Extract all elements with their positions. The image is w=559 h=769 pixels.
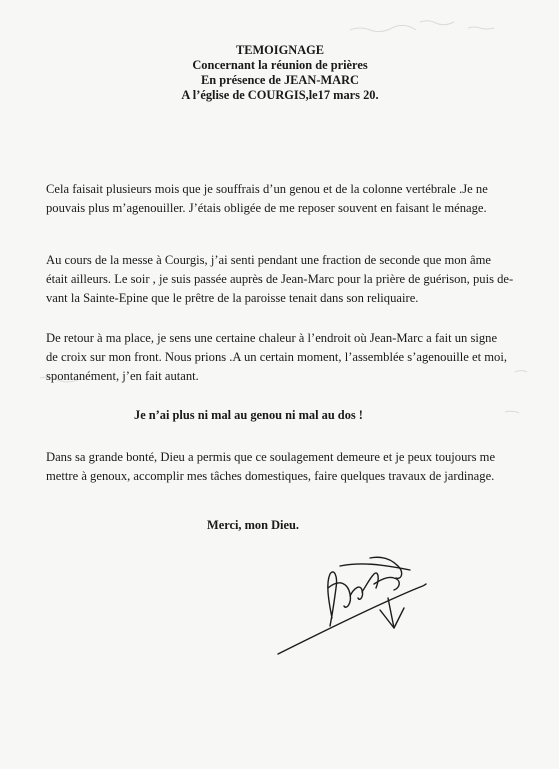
handwritten-signature [270, 548, 430, 658]
document-subtitle: Concernant la réunion de prières [192, 58, 368, 72]
paragraph-line: Cela faisait plusieurs mois que je souffrais d’un genou et de la colonne vertébrale .Je ne [46, 182, 488, 196]
paragraph-4 [46, 448, 516, 486]
paragraph-line: pouvais plus m’agenouiller. J’étais obligée de me reposer souvent en faisant le ménage. [46, 201, 487, 215]
document-header [100, 43, 460, 103]
paragraph-line: était ailleurs. Le soir , je suis passée auprès de Jean-Marc pour la prière de guérison, puis de- [46, 272, 514, 286]
document-presence-line: En présence de JEAN-MARC [201, 73, 359, 87]
paragraph-line: de croix sur mon front. Nous prions .A un certain moment, l’assemblée s’agenouille et moi, [46, 350, 507, 364]
paragraph-line: Dans sa grande bonté, Dieu a permis que ce soulagement demeure et je peux toujours me [46, 450, 496, 464]
paragraph-line: spontanément, j’en fait autant. [46, 369, 199, 383]
document-title: TEMOIGNAGE [235, 43, 325, 57]
emphasis-statement: Je n’ai plus ni mal au genou ni mal au dos ! [134, 408, 363, 422]
paragraph-line: Au cours de la messe à Courgis, j’ai senti pendant une fraction de seconde que mon âme [46, 253, 491, 267]
paragraph-1 [46, 180, 516, 218]
paragraph-line: vant la Sainte-Epine que le prêtre de la paroisse tenait dans son reliquaire. [46, 291, 419, 305]
document-place-date-line: A l’église de COURGIS,le17 mars 20. [181, 88, 379, 102]
paragraph-3 [46, 329, 516, 386]
paragraph-line: mettre à genoux, accomplir mes tâches domestiques, faire quelques travaux de jardinage. [46, 469, 495, 483]
closing-line: Merci, mon Dieu. [207, 518, 299, 532]
paragraph-line: De retour à ma place, je sens une certaine chaleur à l’endroit où Jean-Marc a fait un signe [46, 331, 498, 345]
paragraph-2 [46, 251, 516, 308]
